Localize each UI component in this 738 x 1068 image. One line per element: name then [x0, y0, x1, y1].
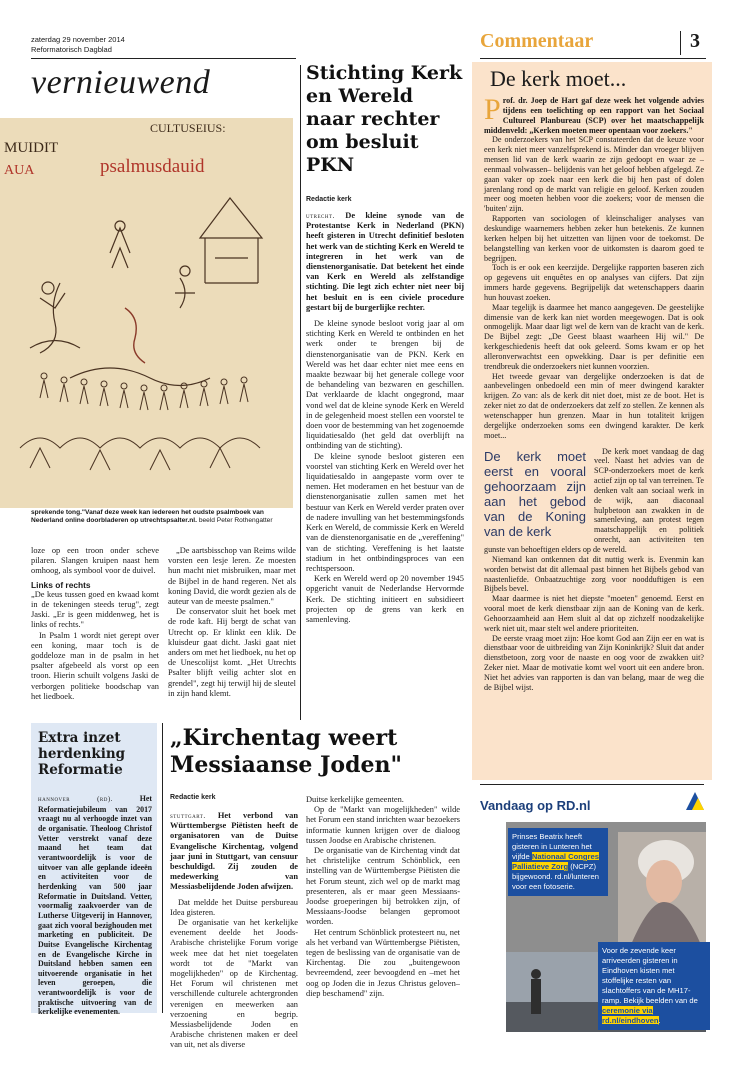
rd-logo-icon	[684, 790, 706, 816]
feature-subhead: Links of rechts	[31, 579, 91, 590]
sidebar-headline: Extra inzet herdenking Reformatie	[38, 730, 126, 778]
article2-lead	[170, 811, 298, 893]
page-number: 3	[690, 30, 700, 52]
header-rule-right	[480, 58, 706, 59]
article1-paragraph: De kleine synode besloot gisteren een voorstel van stichting Kerk en Wereld over het liquidatiesaldo in aangepaste vorm over te nemen. Het moderamen en het bestuur van de dienstenorganisatie zullen samen met het bestuur van Kerk en Wereld verder praten over de nadere invulling van het bestemmingsfonds Kerk en Wereld, de commissie Kerk en Wereld van de dienstenorganisatie en de „vereffening" van de stichting. Vereffening is het laatste stadium in het ontbindingsproces van een rechtspersoon.	[306, 451, 464, 573]
psalter-image	[0, 118, 293, 508]
article2-headline: „Kirchentag weert Messiaanse Joden"	[170, 725, 402, 778]
article2-lead-text: Het verbond van Württembergse Piëtisten heeft de organisatoren van de Duitse Evangelische Kirchentag, volgend jaar juni in Stuttgart, van censuur beschuldigd. Zij zouden de medewerking van Messiasbelijdende Joden afwijzen.	[170, 811, 299, 892]
commentary-paragraph: Maar tegelijk is daarmee het manco aangegeven. De geestelijke dimensie van de kerk kan niet worden meegewogen. Dat is ook onmogelijk. Maar daar ligt wel de kern van de kracht van de kerk. De Bijbel zegt: „De Geest blaast waarheen Hij wil." De kerkgeschiedenis heeft dat ook geleerd. Soms kwam er op het alleronverwachtst een opwekking. Daar is per definitie een trendbreuk die onderzoekers niet kunnen voorzien.	[484, 302, 704, 371]
article2-paragraph: Op de "Markt van mogelijkheden" wilde het Forum een stand inrichten waar bezoekers informatie kunnen krijgen over de dialoog tussen Joodse en Arabische christenen.	[306, 805, 460, 845]
promo2-link[interactable]: ceremonie via rd.nl/eindhoven	[602, 1006, 659, 1025]
feature-paragraph: In Psalm 1 wordt niet gerept over een koning, maar toch is de goddeloze man in de psalm in het psalter afgebeeld als vorst op een troon. Hierin schuilt volgens Jaski de verborgen politieke boodschap van het liedboek.	[31, 630, 159, 701]
column-divider-left	[300, 65, 301, 720]
commentary-paragraph-text: Het tweede gevaar van dergelijke onderzoeken is dat de aanbevelingen onbedoeld een min of meer dwingend karakter krijgen. Zo van: als de kerk dit niet doet, mist ze de boot. Het is zeker niet zo dat de onderzoekers dat zelf zo stellen. Ze kennen als wetenschapper hun grenzen. Maar in hun totaliteit krijgen dergelijke onderzoeken soms een dwingend karakter. De kerk moet...	[484, 371, 704, 440]
commentary-paragraph: De eerste vraag moet zijn: Hoe komt God aan Zijn eer en wat is dienstbaar voor de uitbreiding van Zijn Koninkrijk? Sluit dat ander dienstbetoon, zorg voor de naaste en oog voor de zwakken uit? Zeker niet. Maar de motivatie komt wel voort uit een andere bron. Niet het advies van rapporten is dan van belang, maar de weg die de Bijbel wijst.	[484, 633, 704, 692]
header-rule-left	[31, 58, 296, 59]
article1-dateline: utrecht.	[306, 211, 335, 220]
feature-paragraph: „De aartsbisschop van Reims wilde vorsten een lesje leren. Ze moesten hun macht niet misbruiken, maar met de Bijbel in de hand regeren. Net als koning David, die wordt gezien als de auteur van de meeste psalmen."	[168, 546, 296, 607]
commentary-lead	[484, 93, 704, 135]
commentary-paragraph: Rapporten van sociologen of kleinschaliger analyses van deskundige waarnemers hebben zeker hun betekenis. Ze kunnen kerken helpen bij het uitzetten van lijnen voor de toekomst. De belangstelling van kerken voor de uitkomsten is daarom goed te begrijpen.	[484, 214, 704, 263]
rd-promo-beatrix	[508, 828, 608, 896]
image-text-psalmus: psalmusdauid	[100, 156, 205, 177]
commentary-paragraph: De onderzoekers van het SCP constateerden dat de keuze voor een kerk niet meer vanzelfsprekend is. Minder dan vroeger blijven mensen lid van de kerk waarin ze zijn gedoopt en waar ze –eenmaal volwassen– belijdenis van het geloof hebben afgelegd. Ze gaan vaker op zoek naar een kerk die bij hen past of dolen jarenlang rond op de markt van religie en geloof. Kerken zouden meer oog moeten hebben voor die zoekers; voor de mensen die 'buiten' zijn.	[484, 135, 704, 214]
promo2-text: Voor de zevende keer arriveerden gisteren in Eindhoven kisten met stoffelijke resten van slachtoffers van de MH17-ramp. Bekijk beelden van de	[602, 946, 698, 1005]
sidebar-dateline: hannover (rd).	[38, 796, 113, 803]
image-text-cultus: CULTUSEIUS:	[150, 121, 226, 135]
feature-headline: vernieuwend	[31, 64, 211, 101]
feature-paragraph: De conservator sluit het boek met de rode kaft. Hij bergt de schat van Utrecht op. Er klinkt een klik. De kluisdeur gaat dicht. Jaski gaat niet anders om met het liedboek, nu het op de Unescolijst komt. „Het Utrechts Psalter blijft veilig achter slot en grendel", zegt hij terwijl hij de sleutel in zijn hand klemt.	[168, 607, 296, 698]
commentary-paragraph: Niemand kan ontkennen dat dit nuttig werk is. Evenmin kan worden betwist dat dit allemaal past binnen het Bijbels gebod van naastenliefde. Onbaatzuchtige zorg voor noodduftigen is een Bijbels bevel.	[484, 554, 704, 594]
sidebar-lead-text: Het Reformatiejubileum van 2017 vraagt nu al verhoogde inzet van de organisatie. Theoloog Christof Vetter verstrekt vanaf deze maand het team dat verantwoordelijk is voor de uitvoer van alle geplande ideeën en activiteiten voor de herdenking van 500 jaar Reformatie in Duitsland. Vetter, voormalig zaakvoerder van de Lutherse Uitgeverij in Hannover, gaat zich vooral bezighouden met marketing en publiciteit. De Duitse Evangelische Kirchentag en de Evangelische Kirche in Duitsland hebben samen een uitvoerende organisatie in het leven geroepen, die verantwoordelijk is voor de praktische uitvoering van de kerkelijke evenementen.	[38, 794, 152, 1017]
feature-column-2	[168, 546, 296, 699]
newspaper-name: Reformatorisch Dagblad	[31, 45, 112, 54]
promo1-link[interactable]: Nationaal Congres Palliatieve Zorg	[512, 852, 599, 871]
promo2-text-after: .	[658, 1016, 661, 1025]
promo1-text: Prinses Beatrix heeft gisteren in Lunteren het vijfde	[512, 832, 592, 861]
article1-lead-text: De kleine synode van de Protestantse Kerk in Nederland (PKN) heeft gisteren in Utrecht definitief besloten het werk van de stichting Kerk en Wereld te integreren in het werk van de dienstenorganisatie. Dat betekent het einde van Kerk en Wereld als zelfstandige stichting. Die legt zich echter niet neer bij het besluit en is een civiele procedure gestart bij de burgerlijke rechter.	[306, 211, 465, 312]
article2-column-2	[306, 795, 460, 999]
commentary-lead-text: rof. dr. Joep de Hart gaf deze week het volgende advies tijdens een toelichting op een rapport van het Sociaal Cultureel Planbureau (SCP) over het maatschappelijk middenveld: „Kerken moeten meer opentaan voor zoekers."	[484, 96, 704, 135]
article2-paragraph: Duitse kerkelijke gemeenten.	[306, 795, 404, 804]
rd-box-title: Vandaag op RD.nl	[480, 798, 591, 813]
image-text-muidit: MUIDIT	[4, 140, 59, 156]
article2-paragraph: De organisatie van de Kirchentag vindt dat het christelijke centrum Schönblick, een instelling van de Württembergse Piëtisten die het Forum steunt, zich wel op de markt mag presenteren, als er maar geen Messiaans-Joodse groeperingen bij betrokken zijn, of Messiaans-Joodse belangen gepromoot worden.	[306, 846, 460, 927]
caption-credit: beeld Peter Rothengatter	[198, 517, 273, 525]
commentary-paragraph: De kerk moet vandaag de dag veel. Naast het advies van de SCP-onderzoekers moet de kerk actief zijn op tal van terreinen. Te denken valt aan sociaal werk in de wijk, aan diaconaal hulpbetoon aan zwakken in de samenleving, aan protest tegen maatschappelijk en politiek onrecht, aan activiteiten ten gunste van behoeftigen elders op de wereld.	[484, 446, 704, 554]
article2-column-1	[170, 811, 298, 1051]
commentary-paragraph	[484, 372, 704, 441]
article2-byline: Redactie kerk	[170, 794, 216, 801]
rd-box	[472, 784, 712, 1034]
rd-promo-mh17	[598, 942, 710, 1030]
commentary-paragraph: Maar daarmee is niet het diepste "moeten" genoemd. Eerst en vooral moet de kerk dienstbaar zijn aan de Koning van de kerk. Gehoorzaamheid aan Hem sluit al dat op zichzelf noodzakelijke werk niet uit, maar stelt wel andere prioriteiten.	[484, 594, 704, 633]
image-text-aua: AUA	[4, 163, 35, 178]
feature-column-1	[31, 546, 159, 702]
image-caption	[31, 509, 296, 526]
commentary-pullquote: De kerk moet eerst en vooral gehoorzaam zijn aan het gebod van de Koning van de kerk	[484, 448, 586, 539]
sidebar-body	[38, 794, 152, 1017]
article2-paragraph: De organisatie van het kerkelijke evenement deelde het Joods-Arabische christelijke Forum vorige week mee dat het niet toegelaten wordt tot de "Markt van mogelijkheden" op de Kirchentag. Het Forum wil christenen met verschillende culturele achtergronden verenigen en meewerken aan verzoening en begrip. Messiasbelijdende Joden en Arabische christenen maken er deel van uit, net als diverse	[170, 918, 298, 1050]
commentary-paragraph: Toch is er ook een keerzijde. Dergelijke rapporten baseren zich op gegevens uit enquêtes en op analyses van cijfers. Dat zijn immers harde gegevens. Begrijpelijk dat wetenschappers daarin hun houvast zoeken.	[484, 263, 704, 302]
promo1-text-after: (NCPZ) bijgewoond. rd.nl/lunteren voor een fotoserie.	[512, 862, 599, 891]
caption-text: sprekende tong."Vanaf deze week kan iedereen het oudste psalmboek van Nederland online doorbladeren op utrechtspsalter.nl.	[31, 509, 264, 525]
feature-paragraph: „De keus tussen goed en kwaad komt in de tekeningen steeds terug", zegt Jaski. „Er is geen middenweg, het is links of rechts."	[31, 589, 159, 630]
rd-box-rule	[480, 784, 704, 785]
beatrix-photo	[618, 832, 706, 952]
article1-paragraph: Kerk en Wereld werd op 20 november 1945 opgericht vanuit de Nederlandse Hervormde Kerk. De stichting initieert en subsidieert projecten op de grens van kerk en samenleving.	[306, 574, 464, 624]
article1-headline: Stichting Kerk en Wereld naar rechter om besluit PKN	[306, 62, 463, 176]
column-divider-bottom	[162, 723, 163, 1013]
section-title: Commentaar	[480, 30, 594, 52]
article1-lead	[306, 211, 464, 313]
article1-byline: Redactie kerk	[306, 196, 352, 203]
article1-paragraph: De kleine synode besloot vorig jaar al om stichting Kerk en Wereld te ontbinden en het werk onder te brengen bij de dienstenorganisatie van de PKN. Kerk en Wereld was het daar echter niet mee eens en maakte bezwaar bij het generale college voor de behandeling van bezwaren en geschillen. Dat verklaarde de klacht ongegrond, maar vond wel dat de kleine synode Kerk en Wereld in de gelegenheid moest stellen een voorstel te doen voor de bestemming van het zogenoemde liquidatiesaldo (het geld dat overblijft na ontbinding van de stichting).	[306, 319, 464, 451]
issue-date: zaterdag 29 november 2014	[31, 35, 125, 44]
article2-dateline: stuttgart.	[170, 811, 206, 820]
commentary-dropcap: P	[484, 93, 501, 126]
header-divider	[680, 31, 681, 55]
commentary-body	[484, 93, 704, 693]
feature-paragraph: loze op een troon onder scheve pilaren. Slangen kruipen naast hem omhoog, als symbool voor de duivel.	[31, 546, 159, 576]
commentary-title: De kerk moet...	[490, 66, 627, 91]
article2-paragraph: Dat meldde het Duitse persbureau Idea gisteren.	[170, 897, 298, 917]
sidebar-lead	[38, 794, 152, 1017]
article2-paragraph: Het centrum Schönblick protesteert nu, net als het verband van Württembergse Piëtisten, tegen de beslissing van de organisatie van de Kirchentag. Die zou „buitengewoon bevreemdend, zeer bevoogdend en –met het oog op Joden die in Jezus Christus geloven– diep beschamend" zijn.	[306, 927, 460, 998]
article1-body	[306, 211, 464, 625]
